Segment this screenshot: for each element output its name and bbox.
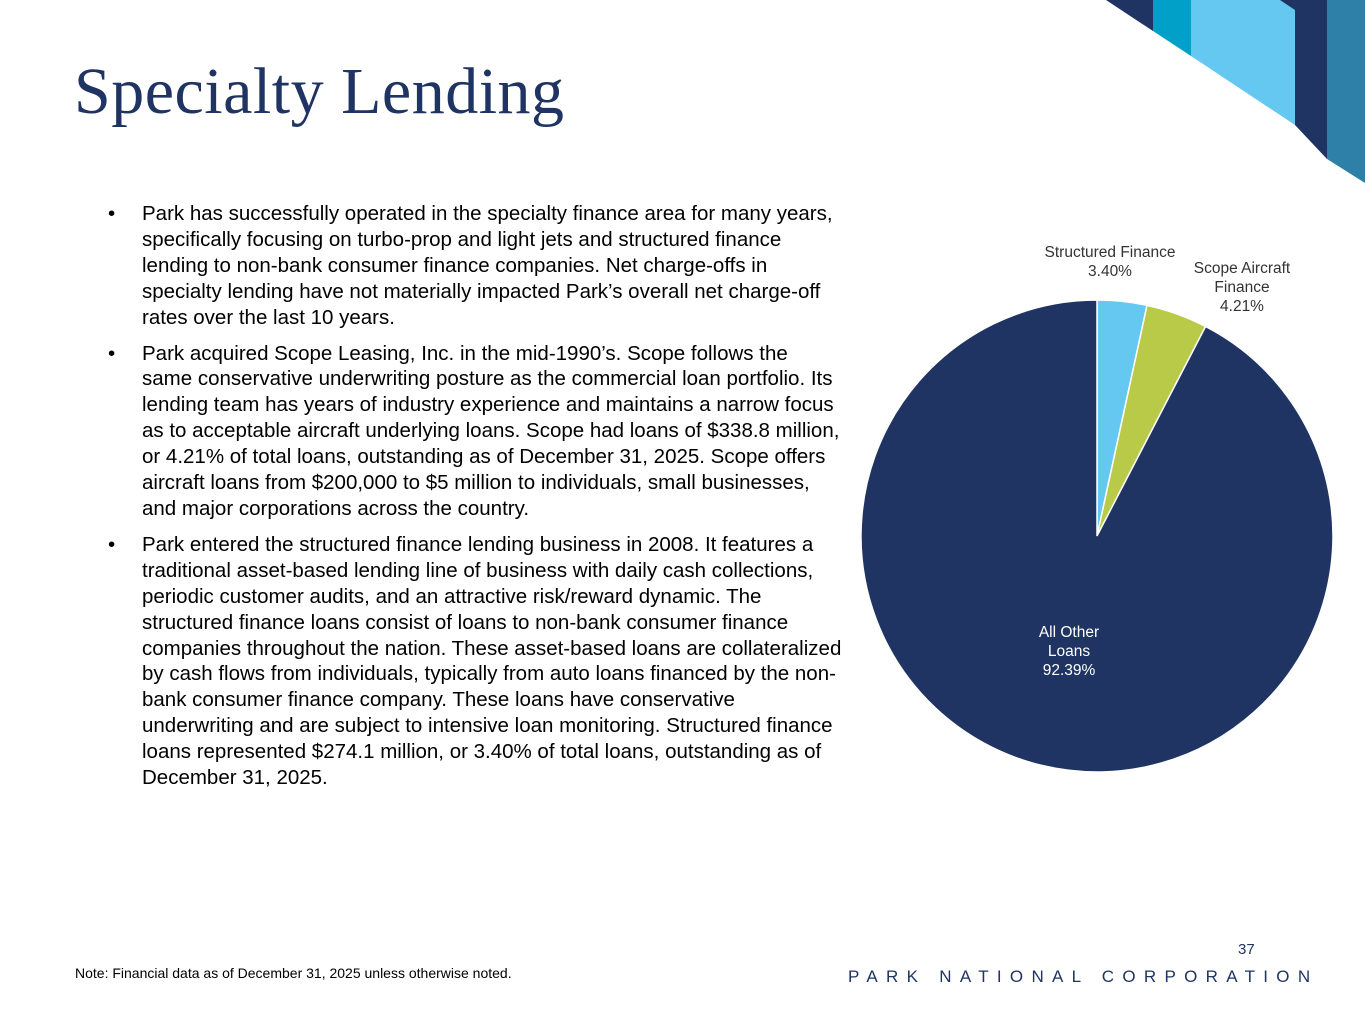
pie-value-label: 3.40% bbox=[1088, 263, 1132, 280]
loan-mix-pie-chart bbox=[855, 230, 1345, 790]
footnote: Note: Financial data as of December 31, 2025 unless otherwise noted. bbox=[75, 965, 512, 981]
corner-band-light-blue bbox=[1191, 0, 1295, 125]
bullet-marker: • bbox=[108, 532, 116, 556]
page-number: 37 bbox=[1238, 941, 1255, 958]
bullet-marker: • bbox=[108, 202, 116, 225]
pie-category-label: Loans bbox=[1047, 643, 1091, 660]
bullet-text: Park has successfully operated in the specialty finance area for many years, specifically focusing on turbo-prop and light jets and structured finance lending to non-bank consumer finance companies. Net charge-offs in specialty lending have not materially impacted Park’s overall net charge-off rates over the last 10 years. bbox=[142, 202, 833, 329]
corner-band-teal bbox=[1153, 0, 1191, 56]
bullet-item bbox=[108, 532, 843, 791]
bullet-text: Park acquired Scope Leasing, Inc. in the mid-1990’s. Scope follows the same conservative underwriting posture as the commercial loan portfolio. Its lending team has years of industry experience and maintains a narrow focus as to acceptable aircraft underlying loans. Scope had loans of $338.8 million, or 4.21% of total loans, outstanding as of December 31, 2025. Scope offers aircraft loans from $200,000 to $5 million to individuals, small businesses, and major corporations across the country. bbox=[142, 341, 840, 520]
bullet-marker: • bbox=[108, 341, 116, 365]
corner-band-steel bbox=[1327, 0, 1365, 183]
pie-value-label: 4.21% bbox=[1220, 298, 1264, 315]
bullet-text: Park entered the structured finance lending business in 2008. It features a traditional asset-based lending line of business with daily cash collections, periodic customer audits, and an attractive risk/reward dynamic. The structured finance loans consist of loans to non-bank consumer finance companies throughout the nation. These asset-based loans are collateralized by cash flows from individuals, typically from auto loans financed by the non-bank consumer finance company. These loans have conservative underwriting and are subject to intensive loan monitoring. Structured finance loans represented $274.1 million, or 3.40% of total loans, outstanding as of December 31, 2025. bbox=[142, 532, 842, 790]
pie-category-label: All Other bbox=[1038, 624, 1100, 641]
pie-category-label: Scope Aircraft bbox=[1193, 260, 1291, 277]
pie-value-label: 92.39% bbox=[1042, 662, 1096, 679]
page-title: Specialty Lending bbox=[74, 55, 565, 128]
corner-band-navy-1 bbox=[1106, 0, 1153, 31]
corporation-name: PARK NATIONAL CORPORATION bbox=[848, 967, 1319, 986]
bullet-item bbox=[108, 341, 843, 522]
pie-slice-all-other-loans bbox=[861, 300, 1333, 772]
bullet-item bbox=[108, 201, 843, 331]
bullet-list bbox=[108, 201, 843, 801]
pie-category-label: Finance bbox=[1214, 279, 1270, 296]
pie-category-label: Structured Finance bbox=[1044, 244, 1176, 261]
